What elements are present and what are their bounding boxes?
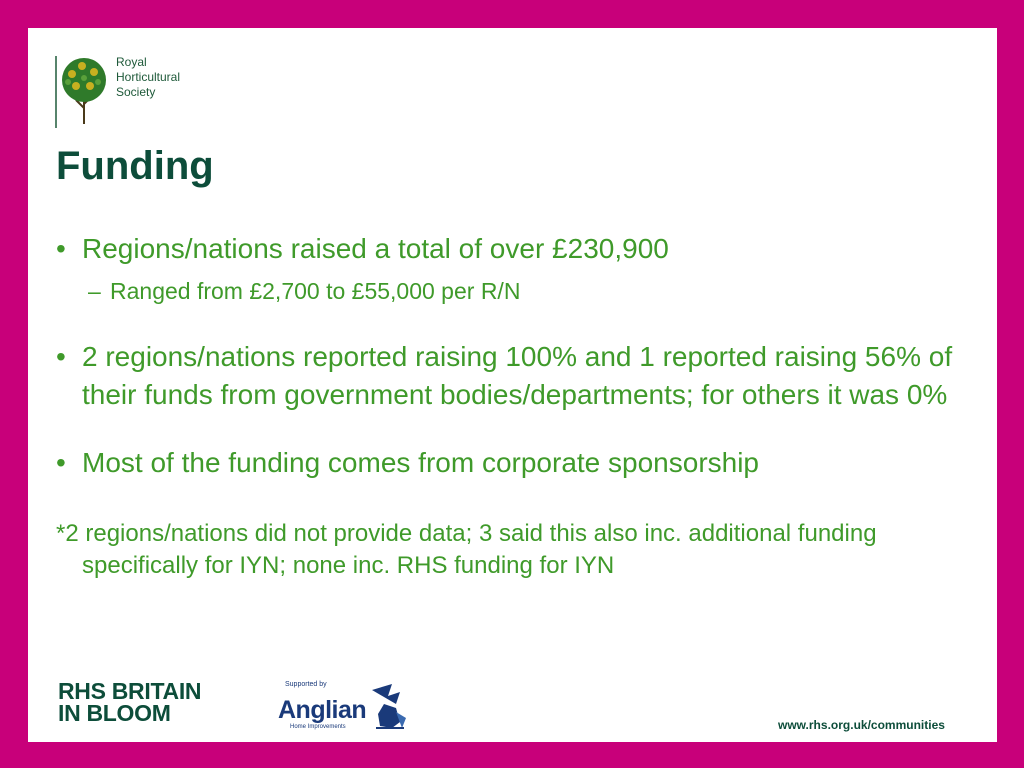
bullet-item [56, 444, 956, 482]
britain-in-bloom-logo [58, 680, 201, 724]
bullet-item [56, 338, 956, 414]
bloom-line-2: IN BLOOM [58, 700, 171, 726]
sub-bullet-item [56, 276, 956, 306]
sub-bullet-text: Ranged from £2,700 to £55,000 per R/N [110, 278, 521, 304]
sponsor-name: Anglian [278, 696, 367, 724]
logo-wordmark [116, 55, 180, 100]
footnote: *2 regions/nations did not provide data; 3 said this also inc. additional funding specifically for IYN; none inc. RHS funding for IYN [56, 520, 877, 579]
bloom-line-1: RHS BRITAIN [58, 678, 202, 704]
bullet-marker: • [56, 341, 66, 372]
website-url: www.rhs.org.uk/communities [778, 718, 945, 732]
logo-line-3: Society [116, 85, 156, 99]
logo-line-1: Royal [116, 55, 147, 69]
page-title: Funding [56, 144, 214, 188]
logo-line-2: Horticultural [116, 70, 181, 84]
bullet-marker: • [56, 233, 66, 264]
anglian-sponsor-logo [278, 678, 418, 738]
bullet-marker: • [56, 447, 66, 478]
sub-bullet-marker: – [88, 278, 101, 304]
bullet-item [56, 230, 956, 268]
bullet-text: Most of the funding comes from corporate sponsorship [82, 447, 760, 478]
bullet-list [56, 230, 956, 582]
tree-icon [54, 50, 114, 130]
bullet-text: 2 regions/nations reported raising 100% and 1 reported raising 56% of their funds from government bodies/departments; for others it was 0% [82, 341, 953, 410]
sponsor-tagline: Home Improvements [290, 724, 346, 730]
bullet-text: Regions/nations raised a total of over £230,900 [82, 233, 669, 264]
slide [28, 28, 997, 742]
sponsor-supported-label: Supported by [285, 681, 327, 688]
knight-icon [366, 682, 412, 734]
rhs-logo [54, 50, 204, 132]
